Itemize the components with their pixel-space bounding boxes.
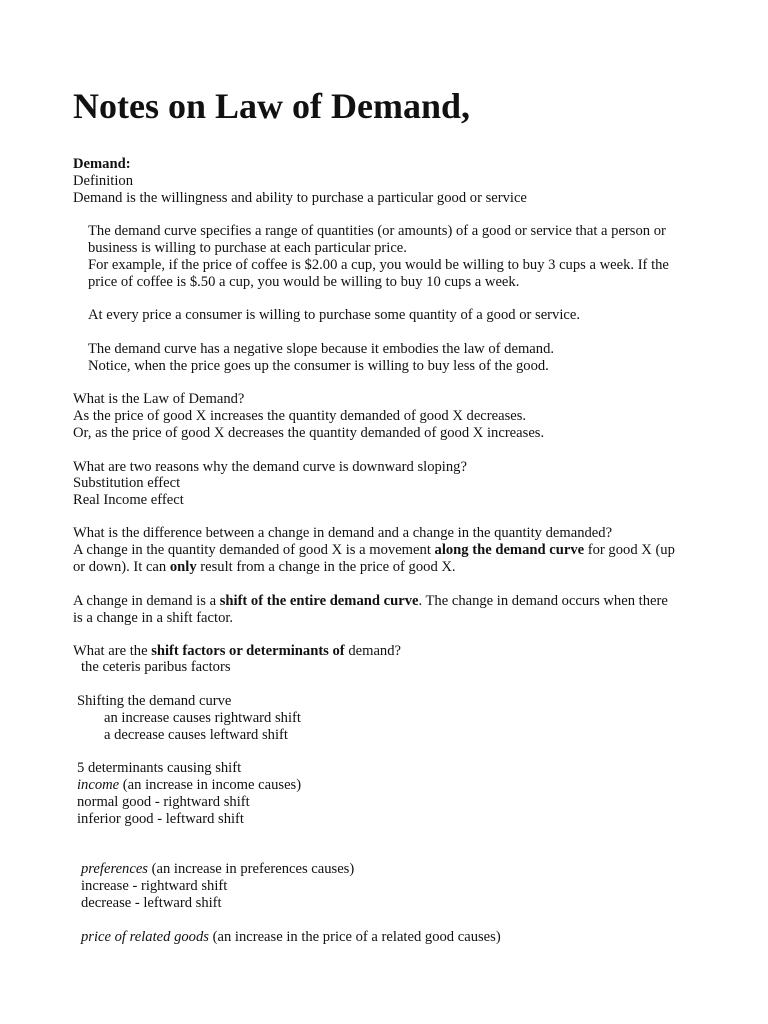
shift-increase-text: an increase causes rightward shift	[104, 710, 301, 726]
curve-para-line: price of coffee is $.50 a cup, you would be willing to buy 10 cups a week.	[88, 274, 520, 290]
income-line	[77, 777, 301, 794]
bold-phrase: only	[169, 559, 197, 575]
shifting-title: Shifting the demand curve	[77, 693, 232, 709]
pref-decrease-text: decrease - leftward shift	[81, 895, 222, 911]
bold-phrase: shift factors or determinants of	[151, 643, 345, 659]
law-answer-line: As the price of good X increases the quantity demanded of good X decreases.	[73, 408, 527, 424]
law-answer-line: Or, as the price of good X decreases the quantity demanded of good X increases.	[73, 425, 545, 441]
page-title: Notes on Law of Demand,	[73, 86, 471, 126]
shift-answer-line	[73, 593, 668, 610]
shift-decrease-text: a decrease causes leftward shift	[104, 727, 288, 743]
demand-heading: Demand:	[73, 156, 131, 172]
text-run: result from a change in the price of good X.	[196, 559, 456, 575]
slope-para-line: The demand curve has a negative slope because it embodies the law of demand.	[88, 341, 555, 357]
text-run: (an increase in the price of a related good causes)	[208, 929, 501, 945]
reason-item: Substitution effect	[73, 475, 181, 491]
bold-phrase: along the demand curve	[434, 542, 585, 558]
text-run: What are the	[73, 643, 152, 659]
pref-increase-text: increase - rightward shift	[81, 878, 228, 894]
text-run: (an increase in income causes)	[119, 777, 302, 793]
text-run: . The change in demand occurs when there	[418, 593, 668, 609]
bold-phrase: shift of the entire demand curve	[219, 593, 419, 609]
text-run: (an increase in preferences causes)	[148, 861, 355, 877]
definition-label: Definition	[73, 173, 133, 189]
reasons-question: What are two reasons why the demand curve is downward sloping?	[73, 459, 467, 475]
preferences-line	[81, 861, 354, 878]
difference-answer-line	[73, 559, 456, 576]
ceteris-text: the ceteris paribus factors	[81, 659, 231, 675]
definition-text: Demand is the willingness and ability to purchase a particular good or service	[73, 190, 527, 206]
italic-term: preferences	[81, 861, 148, 877]
slope-para-line: Notice, when the price goes up the consumer is willing to buy less of the good.	[88, 358, 549, 374]
normal-good-text: normal good - rightward shift	[77, 794, 250, 810]
text-run: A change in demand is a	[73, 593, 220, 609]
curve-para-line: The demand curve specifies a range of quantities (or amounts) of a good or service that a person or	[88, 223, 666, 239]
reason-item: Real Income effect	[73, 492, 184, 508]
difference-answer-line	[73, 542, 675, 559]
shift-answer-line: is a change in a shift factor.	[73, 610, 234, 626]
factors-question	[73, 643, 401, 660]
curve-para-line: business is willing to purchase at each particular price.	[88, 240, 407, 256]
italic-term: income	[77, 777, 120, 793]
related-goods-line	[81, 929, 501, 946]
difference-question: What is the difference between a change in demand and a change in the quantity demanded?	[73, 525, 613, 541]
text-run: A change in the quantity demanded of good X is a movement	[73, 542, 435, 558]
text-run: demand?	[344, 643, 401, 659]
curve-para-line: For example, if the price of coffee is $2.00 a cup, you would be willing to buy 3 cups a week. If the	[88, 257, 669, 273]
text-run: or down). It can	[73, 559, 170, 575]
italic-term: price of related goods	[81, 929, 209, 945]
five-determinants-text: 5 determinants causing shift	[77, 760, 242, 776]
text-run: for good X (up	[584, 542, 675, 558]
law-question: What is the Law of Demand?	[73, 391, 245, 407]
inferior-good-text: inferior good - leftward shift	[77, 811, 244, 827]
every-price-text: At every price a consumer is willing to purchase some quantity of a good or service.	[88, 307, 580, 323]
